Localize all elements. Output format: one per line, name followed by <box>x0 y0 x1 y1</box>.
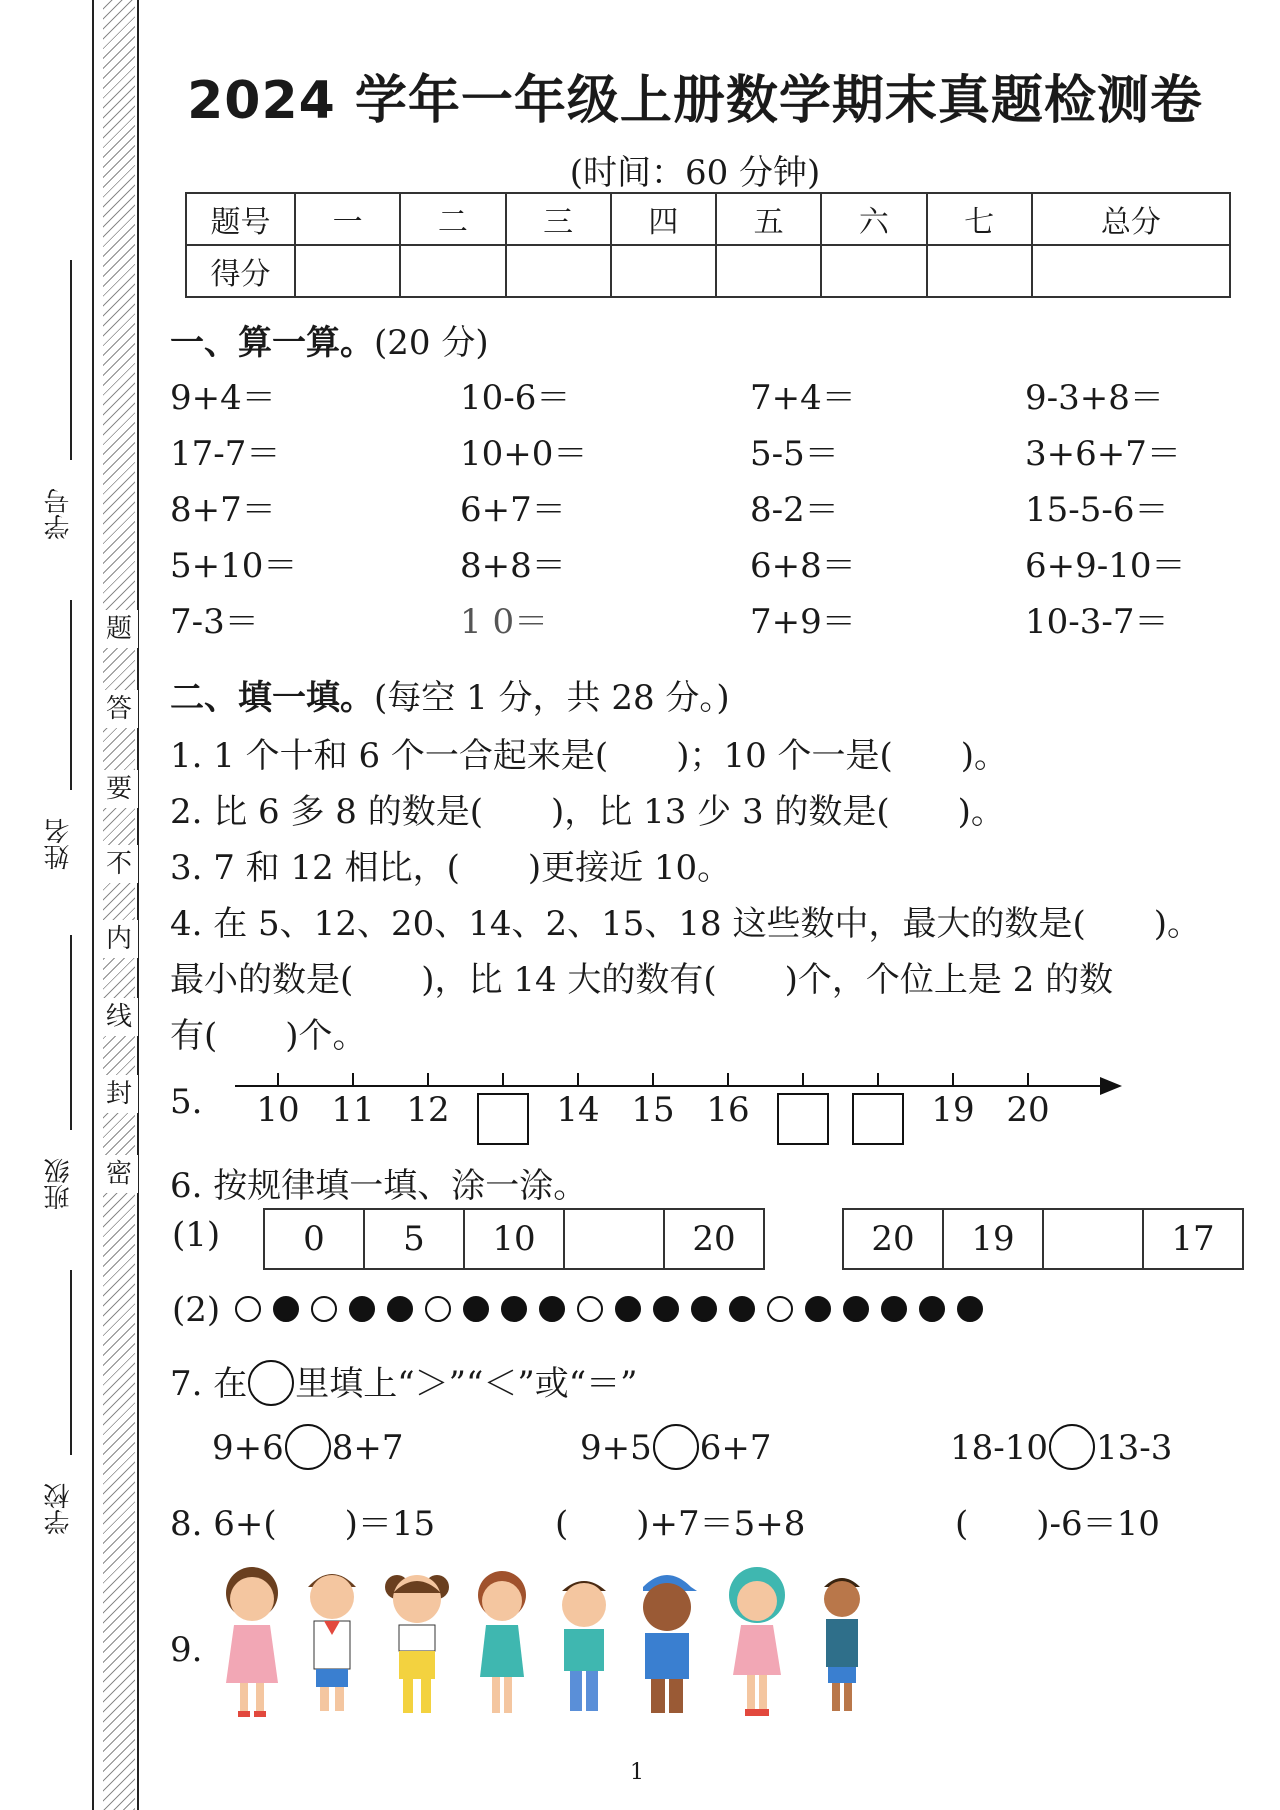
calc-item: 7-3＝ <box>170 602 259 642</box>
number-line-tick <box>277 1073 279 1087</box>
number-line-blank-box[interactable] <box>477 1093 529 1145</box>
filled-bead <box>653 1296 679 1322</box>
seal-char: 密 <box>100 1155 138 1193</box>
score-header-cell: 五 <box>716 193 821 245</box>
time-limit: (时间：60 分钟) <box>569 153 821 193</box>
filled-bead <box>843 1296 869 1322</box>
question-7-pre: 7. 在 <box>170 1364 248 1404</box>
filled-bead <box>501 1296 527 1322</box>
sequence-cell: 20 <box>843 1209 943 1269</box>
question-1: 1. 1 个十和 6 个一合起来是( )；10 个一是( )。 <box>170 736 1009 776</box>
compare-left: 9+6 <box>212 1428 284 1468</box>
question-6-1-label: (1) <box>172 1215 221 1255</box>
children-illustration <box>212 1565 892 1725</box>
section1-title: 一、算一算。 <box>170 323 374 363</box>
number-line-arrow <box>1100 1077 1122 1095</box>
binding-strip <box>103 0 135 1810</box>
score-cell[interactable] <box>295 245 400 297</box>
filled-bead <box>273 1296 299 1322</box>
question-4-line3: 有( )个。 <box>170 1016 367 1056</box>
kid-figure <box>824 1578 860 1711</box>
margin-rule <box>92 0 94 1810</box>
question-2: 2. 比 6 多 8 的数是( )，比 13 少 3 的数是( )。 <box>170 792 1005 832</box>
section1-heading <box>170 315 489 364</box>
kid-figure <box>729 1567 785 1716</box>
calc-item: 6+8＝ <box>750 546 856 586</box>
kid-figure <box>643 1575 697 1713</box>
filled-bead <box>919 1296 945 1322</box>
number-line-axis <box>235 1085 1105 1087</box>
hollow-bead[interactable] <box>311 1296 337 1322</box>
children-row-image <box>212 1565 892 1725</box>
filled-bead <box>881 1296 907 1322</box>
seal-char: 要 <box>100 770 138 808</box>
class-label: 班级 <box>44 1158 74 1210</box>
score-cell[interactable] <box>400 245 505 297</box>
score-header-cell: 一 <box>295 193 400 245</box>
compare-item <box>212 1428 404 1470</box>
sequence-table-a <box>263 1208 765 1270</box>
calc-item: 17-7＝ <box>170 434 281 474</box>
score-header-cell: 总分 <box>1032 193 1230 245</box>
seal-char: 题 <box>100 610 138 648</box>
seal-char: 线 <box>100 998 138 1036</box>
calc-item: 6+7＝ <box>460 490 566 530</box>
filled-bead <box>805 1296 831 1322</box>
sequence-cell: 19 <box>943 1209 1043 1269</box>
score-header-cell: 三 <box>506 193 611 245</box>
class-field[interactable] <box>70 935 72 1130</box>
question-7 <box>170 1356 638 1406</box>
page-number: 1 <box>630 1760 644 1785</box>
calc-item: 1 0＝ <box>460 602 549 642</box>
kid-figure <box>478 1571 526 1713</box>
sequence-blank-cell[interactable] <box>564 1209 664 1269</box>
sequence-cell: 20 <box>664 1209 764 1269</box>
question-8-item: 8. 6+( )＝15 <box>170 1504 436 1544</box>
filled-bead <box>615 1296 641 1322</box>
section2-heading <box>170 670 730 719</box>
compare-circle[interactable] <box>653 1424 699 1470</box>
score-header-row <box>186 193 1230 245</box>
calc-item: 8+8＝ <box>460 546 566 586</box>
score-header-cell: 七 <box>927 193 1032 245</box>
score-cell[interactable] <box>506 245 611 297</box>
kid-figure <box>562 1581 606 1711</box>
hollow-bead[interactable] <box>425 1296 451 1322</box>
filled-bead <box>691 1296 717 1322</box>
hollow-bead[interactable] <box>767 1296 793 1322</box>
sequence-cell: 5 <box>364 1209 464 1269</box>
calc-item: 9+4＝ <box>170 378 276 418</box>
calc-item: 7+9＝ <box>750 602 856 642</box>
calc-item: 8-2＝ <box>750 490 839 530</box>
number-line-label: 14 <box>556 1090 600 1130</box>
question-6-2-label: (2) <box>172 1290 221 1330</box>
number-line-label: 16 <box>706 1090 750 1130</box>
number-line-label: 10 <box>256 1090 300 1130</box>
score-cell[interactable] <box>927 245 1032 297</box>
score-header-cell: 六 <box>821 193 926 245</box>
score-cell[interactable] <box>716 245 821 297</box>
number-line-tick <box>952 1073 954 1087</box>
number-line-tick <box>427 1073 429 1087</box>
question-3: 3. 7 和 12 相比，( )更接近 10。 <box>170 848 732 888</box>
seal-char: 不 <box>100 845 138 883</box>
seal-char: 内 <box>100 920 138 958</box>
score-row <box>186 245 1230 297</box>
filled-bead <box>729 1296 755 1322</box>
score-header-cell: 四 <box>611 193 716 245</box>
score-cell[interactable] <box>1032 245 1230 297</box>
calc-item: 8+7＝ <box>170 490 276 530</box>
compare-right: 8+7 <box>331 1428 404 1468</box>
sequence-blank-cell[interactable] <box>1043 1209 1143 1269</box>
question-5-label: 5. <box>170 1082 203 1122</box>
number-line-tick <box>802 1073 804 1087</box>
question-9-label: 9. <box>170 1630 203 1670</box>
number-line-tick <box>352 1073 354 1087</box>
filled-bead <box>463 1296 489 1322</box>
seal-char: 封 <box>100 1075 138 1113</box>
section2-points: (每空 1 分，共 28 分。) <box>374 678 730 718</box>
filled-bead <box>349 1296 375 1322</box>
sequence-table-b <box>842 1208 1244 1270</box>
number-line-blank-box[interactable] <box>852 1093 904 1145</box>
number-line-tick <box>877 1073 879 1087</box>
calc-item: 7+4＝ <box>750 378 856 418</box>
calc-item: 5+10＝ <box>170 546 298 586</box>
number-line-label: 12 <box>406 1090 450 1130</box>
number-line-label: 20 <box>1006 1090 1050 1130</box>
number-line-tick <box>577 1073 579 1087</box>
number-line-tick <box>502 1073 504 1087</box>
score-row-label: 得分 <box>186 245 295 297</box>
school-label: 学校 <box>44 1483 74 1535</box>
seal-char: 答 <box>100 690 138 728</box>
score-cell[interactable] <box>821 245 926 297</box>
kid-figure <box>226 1567 278 1717</box>
circle-icon <box>248 1360 294 1406</box>
number-line-tick <box>1027 1073 1029 1087</box>
question-7-post: 里填上“＞”“＜”或“＝” <box>295 1364 638 1404</box>
filled-bead <box>387 1296 413 1322</box>
compare-left: 9+5 <box>580 1428 652 1468</box>
question-4-line2: 最小的数是( )，比 14 大的数有( )个，个位上是 2 的数 <box>170 960 1114 1000</box>
number-line-blank-box[interactable] <box>777 1093 829 1145</box>
compare-circle[interactable] <box>285 1424 331 1470</box>
filled-bead <box>539 1296 565 1322</box>
section1-points: (20 分) <box>374 323 489 363</box>
school-field[interactable] <box>70 1270 72 1455</box>
compare-circle[interactable] <box>1049 1424 1095 1470</box>
number-line-tick <box>727 1073 729 1087</box>
question-8-item: ( )-6＝10 <box>955 1504 1160 1544</box>
calc-item: 5-5＝ <box>750 434 839 474</box>
calc-item: 15-5-6＝ <box>1025 490 1169 530</box>
student-no-field[interactable] <box>70 260 72 460</box>
calc-item: 10-3-7＝ <box>1025 602 1169 642</box>
score-header-cell: 二 <box>400 193 505 245</box>
number-line-label: 15 <box>631 1090 675 1130</box>
name-label: 姓名 <box>44 818 74 870</box>
calc-item: 6+9-10＝ <box>1025 546 1186 586</box>
page-title: 2024 学年一年级上册数学期末真题检测卷 <box>187 71 1203 131</box>
compare-item <box>950 1428 1172 1470</box>
calc-item: 9-3+8＝ <box>1025 378 1164 418</box>
compare-right: 13-3 <box>1096 1428 1173 1468</box>
section2-title: 二、填一填。 <box>170 678 374 718</box>
kid-figure <box>385 1575 449 1713</box>
filled-bead <box>957 1296 983 1322</box>
score-cell[interactable] <box>611 245 716 297</box>
compare-item <box>580 1428 772 1470</box>
number-line-label: 19 <box>931 1090 975 1130</box>
calc-item: 10+0＝ <box>460 434 588 474</box>
calc-item: 3+6+7＝ <box>1025 434 1181 474</box>
sequence-cell: 0 <box>264 1209 364 1269</box>
student-no-label: 学号 <box>44 488 74 540</box>
sequence-cell: 10 <box>464 1209 564 1269</box>
sequence-cell: 17 <box>1143 1209 1243 1269</box>
hollow-bead[interactable] <box>577 1296 603 1322</box>
calc-item: 10-6＝ <box>460 378 571 418</box>
binding-rule <box>137 0 139 1810</box>
name-field[interactable] <box>70 600 72 790</box>
question-8-item: ( )+7＝5+8 <box>555 1504 806 1544</box>
hollow-bead[interactable] <box>235 1296 261 1322</box>
number-line-label: 11 <box>331 1090 375 1130</box>
score-header-cell: 题号 <box>186 193 295 245</box>
number-line-tick <box>652 1073 654 1087</box>
score-table <box>185 192 1231 298</box>
question-4-line1: 4. 在 5、12、20、14、2、15、18 这些数中，最大的数是( )。 <box>170 904 1201 944</box>
compare-left: 18-10 <box>950 1428 1049 1468</box>
question-6: 6. 按规律填一填、涂一涂。 <box>170 1166 588 1206</box>
kid-figure <box>308 1574 356 1711</box>
compare-right: 6+7 <box>699 1428 772 1468</box>
